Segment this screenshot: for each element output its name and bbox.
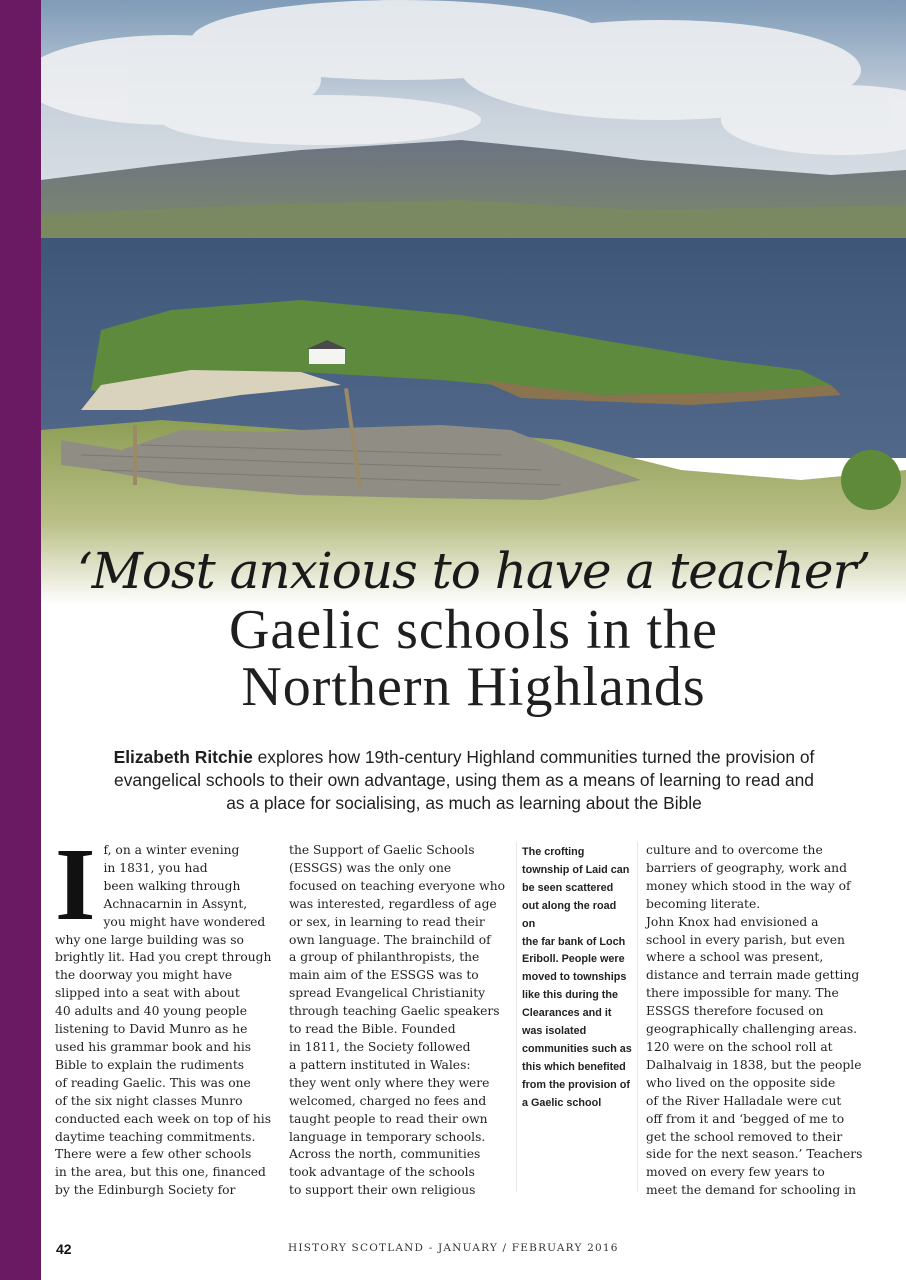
article-column-3-text bbox=[646, 842, 872, 1200]
text-line: daytime teaching commitments. bbox=[55, 1129, 256, 1144]
text-line: Bible to explain the rudiments bbox=[55, 1057, 245, 1072]
text-line: communities such as bbox=[522, 1042, 632, 1055]
author-name: Elizabeth Ritchie bbox=[113, 747, 253, 767]
text-line: or sex, in learning to read their bbox=[289, 914, 485, 929]
text-line: was isolated bbox=[522, 1025, 587, 1038]
text-line: a group of philanthropists, the bbox=[289, 950, 480, 965]
text-line: meet the demand for schooling in bbox=[646, 1183, 857, 1198]
caption-divider-right bbox=[637, 842, 638, 1192]
text-line: (ESSGS) was the only one bbox=[289, 860, 452, 875]
text-line: a pattern instituted in Wales: bbox=[289, 1057, 471, 1072]
text-line: 40 adults and 40 young people bbox=[55, 1004, 247, 1019]
white-cottage bbox=[309, 348, 345, 364]
standfirst-line-1: explores how 19th-century Highland communities turned the provision of bbox=[252, 747, 815, 767]
text-line: they went only where they were bbox=[289, 1075, 490, 1090]
text-line: took advantage of the schools bbox=[289, 1165, 475, 1180]
text-line: listening to David Munro as he bbox=[55, 1022, 248, 1037]
text-line: where a school was present, bbox=[646, 950, 824, 965]
text-line: language in temporary schools. bbox=[289, 1129, 486, 1144]
text-line: Across the north, communities bbox=[289, 1147, 481, 1162]
text-line: school in every parish, but even bbox=[646, 932, 845, 947]
text-line: the Support of Gaelic Schools bbox=[289, 843, 475, 857]
text-line: moved to townships bbox=[522, 971, 627, 984]
text-line: the doorway you might have bbox=[55, 968, 233, 983]
text-line: There were a few other schools bbox=[55, 1147, 252, 1162]
text-line: off from it and ‘begged of me to bbox=[646, 1111, 845, 1126]
drop-cap: I bbox=[55, 827, 96, 942]
text-line: distance and terrain made getting bbox=[646, 968, 860, 983]
text-line: been walking through bbox=[103, 878, 241, 893]
text-line: welcomed, charged no fees and bbox=[289, 1093, 487, 1108]
loch-landscape-illustration bbox=[41, 0, 906, 605]
text-line: Clearances and it bbox=[522, 1007, 612, 1020]
text-line: was interested, regardless of age bbox=[289, 896, 497, 911]
text-line: The crofting bbox=[522, 846, 585, 858]
text-line: geographically challenging areas. bbox=[646, 1022, 858, 1037]
text-line: side for the next season.’ Teachers bbox=[646, 1147, 863, 1162]
text-line: you might have wondered bbox=[103, 914, 266, 929]
text-line: barriers of geography, work and bbox=[646, 860, 847, 875]
article-column-3 bbox=[646, 842, 872, 1200]
text-line: in the area, but this one, financed bbox=[55, 1165, 266, 1180]
text-line: to support their own religious bbox=[289, 1183, 476, 1198]
photo-caption bbox=[522, 844, 632, 1113]
text-line: used his grammar book and his bbox=[55, 1039, 252, 1054]
text-line: f, on a winter evening bbox=[103, 843, 240, 857]
text-line: own language. The brainchild of bbox=[289, 932, 491, 947]
shrub bbox=[841, 450, 901, 510]
article-column-1 bbox=[55, 827, 277, 1200]
text-line: a Gaelic school bbox=[522, 1096, 602, 1109]
text-line: brightly lit. Had you crept through bbox=[55, 950, 272, 965]
hero-photo bbox=[41, 0, 906, 605]
text-line: in 1811, the Society followed bbox=[289, 1039, 471, 1054]
standfirst-line-2: evangelical schools to their own advantage, using them as a means of learning to read and bbox=[114, 770, 814, 790]
text-line: 120 were on the school roll at bbox=[646, 1039, 833, 1054]
text-line: of the River Halladale were cut bbox=[646, 1093, 842, 1108]
text-line: focused on teaching everyone who bbox=[289, 878, 506, 893]
text-line: from the provision of bbox=[522, 1078, 630, 1091]
text-line: get the school removed to their bbox=[646, 1129, 843, 1144]
text-line: taught people to read their own bbox=[289, 1111, 488, 1126]
text-line: becoming literate. bbox=[646, 896, 761, 911]
text-line: Achnacarnin in Assynt, bbox=[103, 896, 248, 911]
page-number: 42 bbox=[56, 1241, 72, 1257]
article-column-2 bbox=[289, 842, 511, 1200]
text-line: out along the road on bbox=[522, 899, 617, 930]
text-line: of reading Gaelic. This was one bbox=[55, 1075, 251, 1090]
text-line: through teaching Gaelic speakers bbox=[289, 1004, 500, 1019]
caption-divider-left bbox=[516, 842, 517, 1192]
text-line: of the six night classes Munro bbox=[55, 1093, 243, 1108]
magazine-footer: HISTORY SCOTLAND - JANUARY / FEBRUARY 2016 bbox=[288, 1242, 619, 1254]
headline-kicker: ‘Most anxious to have a teacher’ bbox=[76, 542, 871, 600]
text-line: by the Edinburgh Society for bbox=[55, 1183, 236, 1198]
headline-title-line-2: Northern Highlands bbox=[241, 656, 706, 718]
magazine-side-bar bbox=[0, 0, 41, 1280]
text-line: there impossible for many. The bbox=[646, 986, 839, 1001]
text-line: like this during the bbox=[522, 989, 618, 1002]
text-line: John Knox had envisioned a bbox=[646, 914, 819, 929]
text-line: moved on every few years to bbox=[646, 1165, 825, 1180]
text-line: Eriboll. People were bbox=[522, 953, 625, 966]
text-line: Dalhalvaig in 1838, but the people bbox=[646, 1057, 862, 1072]
text-line: who lived on the opposite side bbox=[646, 1075, 836, 1090]
article-column-2-text bbox=[289, 842, 511, 1200]
headline bbox=[41, 540, 906, 716]
text-line: slipped into a seat with about bbox=[55, 986, 240, 1001]
standfirst bbox=[68, 746, 860, 815]
text-line: this which benefited bbox=[522, 1060, 626, 1073]
text-line: money which stood in the way of bbox=[646, 878, 851, 893]
text-line: ESSGS therefore focused on bbox=[646, 1004, 824, 1019]
text-line: main aim of the ESSGS was to bbox=[289, 968, 479, 983]
text-line: culture and to overcome the bbox=[646, 843, 823, 857]
standfirst-line-3: as a place for socialising, as much as learning about the Bible bbox=[226, 793, 702, 813]
text-line: be seen scattered bbox=[522, 881, 614, 894]
text-line: conducted each week on top of his bbox=[55, 1111, 272, 1126]
text-line: township of Laid can bbox=[522, 863, 630, 876]
text-line: to read the Bible. Founded bbox=[289, 1022, 456, 1037]
text-line: why one large building was so bbox=[55, 932, 244, 947]
headline-title-line-1: Gaelic schools in the bbox=[228, 599, 719, 661]
text-line: spread Evangelical Christianity bbox=[289, 986, 486, 1001]
text-line: the far bank of Loch bbox=[522, 935, 626, 948]
text-line: in 1831, you had bbox=[103, 860, 208, 875]
